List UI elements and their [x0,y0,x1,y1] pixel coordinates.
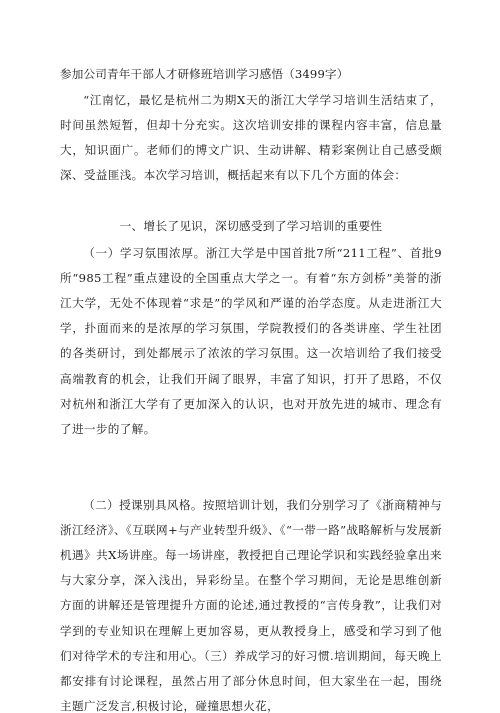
document-body [60,62,442,713]
section-heading: 一、增长了见识，深切感受到了学习培训的重要性 [119,218,383,233]
document-title: 参加公司青年干部人才研修班培训学习感悟（3499字） [60,67,349,81]
paragraph-teaching-style: （二）授课别具风格。按照培训计划，我们分别学习了《浙商精神与浙江经济》、《互联网+与产业转型升级》、《“一带一路”战略解析与发展新机遇》共X场讲座。每一场讲座，教授把自己理论学识和实践经验拿出来与大家分享，深入浅出，异彩纷呈。在整个学习期间，无论是思维创新方面的讲解还是管理提升方面的论述,通过教授的“言传身教”，让我们对学到的专业知识在理解上更加容易，更从教授身上，感受和学习到了他们对待学术的专注和用心。（三）养成学习的好习惯.培训期间，每天晚上都安排有讨论课程，虽然占用了部分休息时间，但大家坐在一起，围绕主题广泛发言,积极讨论，碰撞思想火花， [60,497,442,713]
intro-paragraph: “江南忆，最忆是杭州二为期X天的浙江大学学习培训生活结束了，时间虽然短暂，但却十分充实。这次培训安排的课程内容丰富，信息量大，知识面广。老师们的博文广识、生动讲解、精彩案例让自己感受颇深、受益匪浅。本次学习培训，概括起来有以下几个方面的体会： [60,92,442,183]
paragraph-learning-atmosphere: （一）学习氛围浓厚。浙江大学是中国首批7所“211工程”、首批9所“985工程”重点建设的全国重点大学之一。有着“东方剑桥”美誉的浙江大学，无处不体现着“求是”的学风和严谨的治学态度。从走进浙江大学，扑面而来的是浓厚的学习氛围，学院教授们的各类讲座、学生社团的各类研讨，到处都展示了浓浓的学习氛围。这一次培训给了我们接受高端教育的机会，让我们开阔了眼界，丰富了知识，打开了思路，不仅对杭州和浙江大学有了更加深入的认识，也对开放先进的城市、理念有了进一步的了解。 [60,245,442,436]
